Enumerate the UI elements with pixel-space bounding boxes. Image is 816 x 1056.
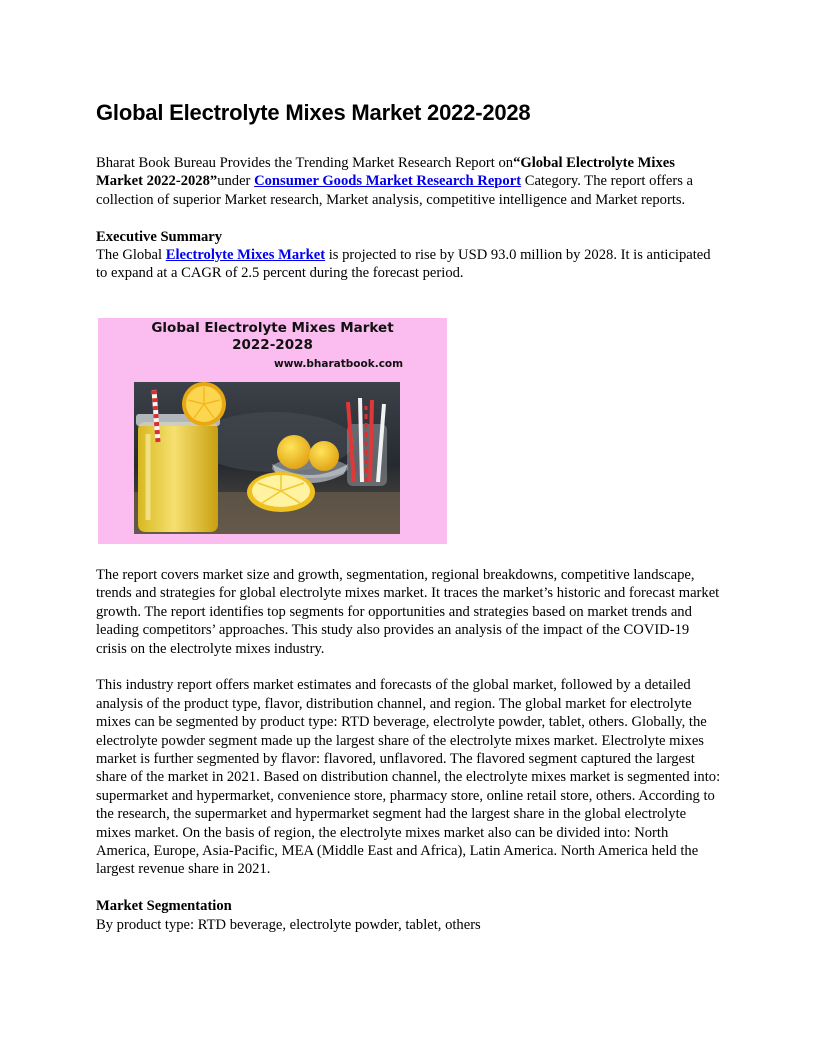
intro-paragraph — [96, 154, 722, 209]
market-segmentation-label: Market Segmentation — [96, 898, 232, 915]
executive-text-rest: is projected to rise by USD 93.0 million by 2028. It is anticipated to expand at a CAGR of 2.5 percent during the forecast period. — [96, 247, 711, 282]
banner-title — [98, 320, 447, 354]
report-coverage-paragraph: The report covers market size and growth, segmentation, regional breakdowns, competitive landscape, trends and strategies for global electrolyte mixes market. It traces the market’s historic and forecast market growth. The report identifies top segments for opportunities and strategies based on market trends and leading competitors’ approaches. This study also provides an analysis of the impact of the COVID-19 crisis on the electrolyte mixes industry. — [96, 567, 720, 657]
banner-title-line1: Global Electrolyte Mixes Market — [151, 320, 394, 336]
intro-text-under: under — [217, 173, 255, 190]
executive-summary-heading — [96, 228, 722, 246]
banner-title-line2: 2022-2028 — [232, 337, 313, 353]
product-type-segment: By product type: RTD beverage, electrolyte powder, tablet, others — [96, 916, 481, 933]
report-banner-image — [98, 318, 447, 544]
industry-report-paragraph: This industry report offers market estimates and forecasts of the global market, followed by a detailed analysis of the product type, flavor, distribution channel, and region. The global market for electrolyte mixes can be segmented by product type: RTD beverage, electrolyte powder, tablet, others. Globally, the electrolyte powder segment made up the largest share of the electrolyte mixes market. Electrolyte mixes market is further segmented by flavor: flavored, unflavored. The flavored segment captured the largest share of the market in 2021. Based on distribution channel, the electrolyte mixes market is segmented into: supermarket and hypermarket, convenience store, pharmacy store, online retail store, others. According to the research, the supermarket and hypermarket segment had the largest share in the global electrolyte mixes market. On the basis of region, the electrolyte mixes market also can be divided into: North America, Europe, Asia-Pacific, MEA (Middle East and Africa), Latin America. North America held the largest revenue share in 2021. — [96, 677, 721, 878]
executive-summary-paragraph — [96, 246, 722, 283]
lemonade-photo — [134, 382, 400, 534]
report-body — [96, 566, 722, 934]
document-page — [96, 96, 722, 283]
page-title: Global Electrolyte Mixes Market 2022-2028 — [96, 100, 531, 125]
market-segmentation-heading — [96, 897, 722, 915]
banner-url: www.bharatbook.com — [274, 358, 404, 370]
electrolyte-mixes-market-link[interactable]: Electrolyte Mixes Market — [165, 247, 326, 264]
intro-text: Bharat Book Bureau Provides the Trending Market Research Report on — [96, 155, 514, 171]
intro-text-rest: Category. The report offers a collection of superior Market research, Market analysis, competitive intelligence and Market reports. — [96, 173, 694, 208]
executive-text: The Global — [96, 247, 166, 264]
intro-report-title: “Global Electrolyte Mixes Market 2022-2028” — [96, 155, 675, 190]
executive-summary-label: Executive Summary — [96, 228, 223, 245]
consumer-goods-link[interactable]: Consumer Goods Market Research Report — [254, 173, 522, 190]
